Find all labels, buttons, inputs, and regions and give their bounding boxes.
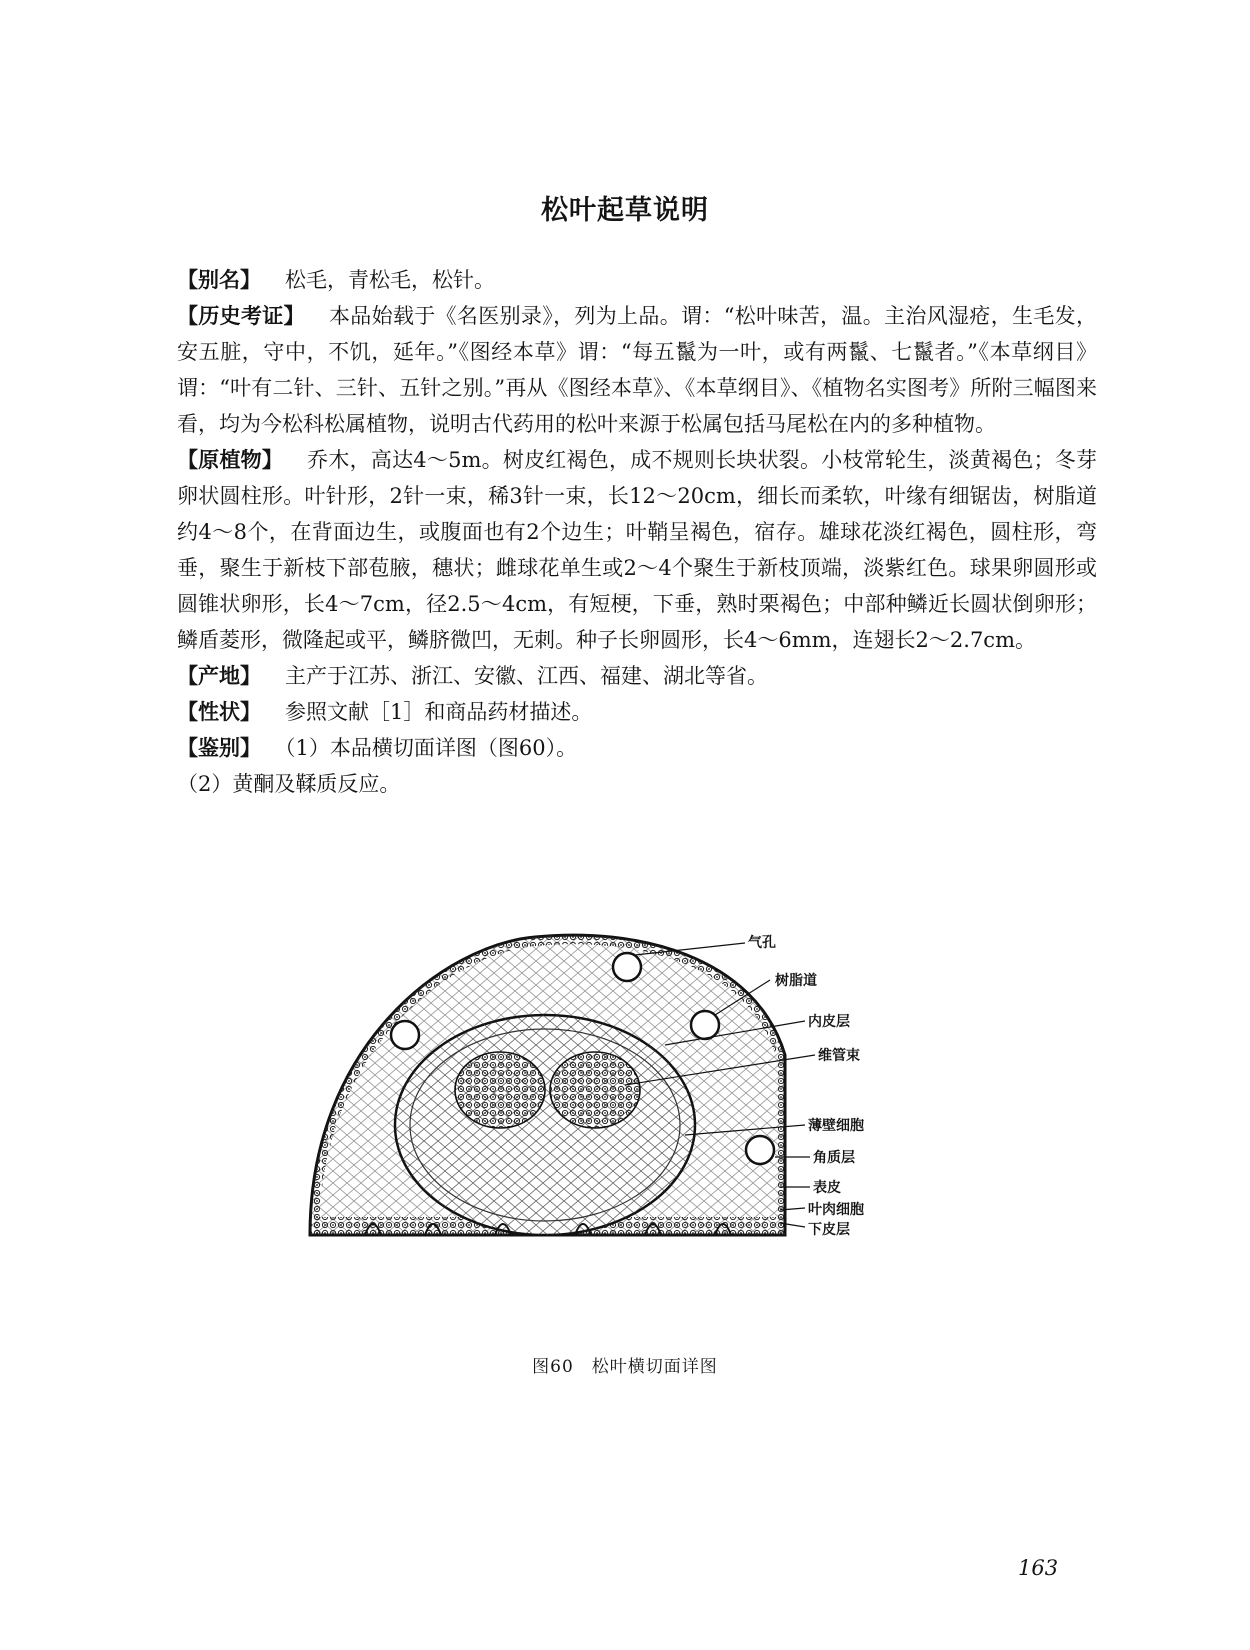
figure-label: 树脂道: [775, 973, 817, 989]
section-key: 【鉴别】: [177, 736, 261, 760]
section-key: 【原植物】: [177, 448, 284, 472]
section-key: 【产地】: [177, 664, 261, 688]
section-text: （1）本品横切面详图（图60）。: [285, 736, 578, 760]
section-continuation: （2）黄酮及鞣质反应。: [177, 772, 401, 796]
main-text: [177, 262, 1097, 802]
section-text: 参照文献［1］和商品药材描述。: [285, 700, 593, 724]
section-history: [135, 298, 1097, 442]
page-title: 松叶起草说明: [541, 195, 709, 226]
figure-label: 叶肉细胞: [808, 1202, 864, 1218]
section-key: 【性状】: [177, 700, 261, 724]
figure-label: 气孔: [748, 935, 776, 951]
figure-label: 角质层: [813, 1150, 855, 1166]
figure-label: 表皮: [813, 1180, 841, 1196]
figure-label: 薄壁细胞: [808, 1118, 864, 1134]
figure-label: 维管束: [818, 1048, 860, 1064]
section-origin: [177, 658, 1097, 694]
section-properties: [177, 694, 1097, 730]
section-key: 【别名】: [177, 268, 261, 292]
page-number: 163: [1018, 1556, 1059, 1580]
section-plant: [135, 442, 1097, 658]
section-text: 本品始载于《名医别录》，列为上品。谓：“松叶味苦，温。主治风湿疮，生毛发，安五脏，守中，不饥，延年。”《图经本草》谓：“每五鬣为一叶，或有两鬣、七鬣者。”《本草纲目》谓：“叶有二针、三针、五针之别。”再从《图经本草》、《本草纲目》、《植物名实图考》所附三幅图来看，均为今松科松属植物，说明古代药用的松叶来源于松属包括马尾松在内的多种植物。: [177, 304, 1098, 436]
figure-caption: 图60 松叶横切面详图: [532, 1357, 718, 1377]
section-text: 乔木，高达4～5m。树皮红褐色，成不规则长块状裂。小枝常轮生，淡黄褐色；冬芽卵状圆柱形。叶针形，2针一束，稀3针一束，长12～20cm，细长而柔软，叶缘有细锯齿，树脂道约4～8个，在背面边生，或腹面也有2个边生；叶鞘呈褐色，宿存。雄球花淡红褐色，圆柱形，弯垂，聚生于新枝下部苞腋，穗状；雌球花单生或2～4个聚生于新枝顶端，淡紫红色。球果卵圆形或圆锥状卵形，长4～7cm，径2.5～4cm，有短梗，下垂，熟时栗褐色；中部种鳞近长圆状倒卵形；鳞盾菱形，微隆起或平，鳞脐微凹，无刺。种子长卵圆形，长4～6mm，连翅长2～2.7cm。: [177, 448, 1098, 652]
figure-label: 内皮层: [808, 1014, 850, 1030]
section-text: 松毛，青松毛，松针。: [285, 268, 495, 292]
leaf-cross-section-figure: [305, 925, 945, 1310]
section-key: 【历史考证】: [177, 304, 305, 328]
section-alias: [177, 262, 1097, 298]
section-text: 主产于江苏、浙江、安徽、江西、福建、湖北等省。: [285, 664, 768, 688]
figure-label: 下皮层: [808, 1222, 850, 1238]
section-identification: [177, 730, 1097, 766]
